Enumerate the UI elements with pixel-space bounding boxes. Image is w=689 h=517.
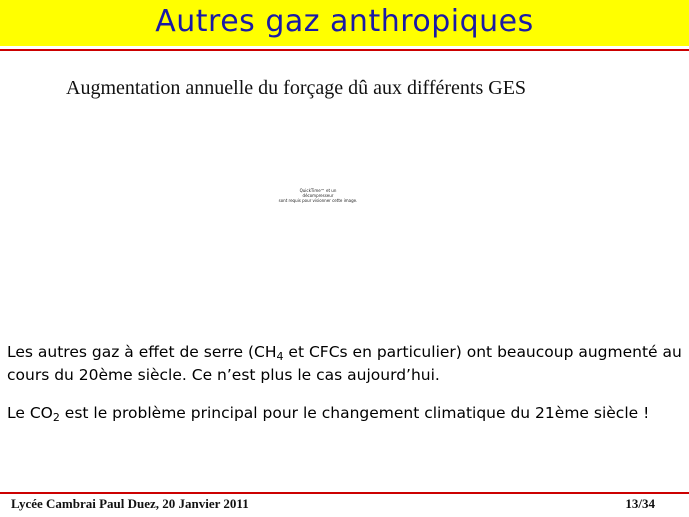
footer-divider bbox=[0, 492, 689, 494]
ch4-subscript: 4 bbox=[276, 350, 284, 363]
co2-subscript: 2 bbox=[52, 411, 60, 424]
page-number: 13/34 bbox=[625, 496, 655, 511]
slide-title: Autres gaz anthropiques bbox=[155, 4, 534, 39]
paragraph-co2-part2: est le problème principal pour le changement climatique du 21ème siècle ! bbox=[59, 404, 650, 422]
title-bar bbox=[0, 0, 689, 46]
body-text bbox=[7, 341, 683, 425]
placeholder-line-2: décompresseur bbox=[302, 193, 334, 198]
missing-image-placeholder bbox=[264, 188, 372, 203]
title-divider bbox=[0, 49, 689, 51]
placeholder-line-1: QuickTime™ et un bbox=[299, 188, 337, 193]
slide-subtitle: Augmentation annuelle du forçage dû aux différents GES bbox=[66, 77, 527, 99]
paragraph-ghg-part2: et CFCs en particulier) ont beaucoup augmenté au cours du 20ème siècle. Ce n’est plus le cas aujourd’hui. bbox=[7, 343, 682, 384]
paragraph-co2 bbox=[7, 402, 683, 425]
paragraph-co2-part1: Le CO bbox=[7, 404, 53, 422]
placeholder-line-3: sont requis pour visionner cette image. bbox=[278, 198, 358, 203]
paragraph-ghg bbox=[7, 341, 683, 387]
paragraph-ghg-part1: Les autres gaz à effet de serre (CH bbox=[7, 343, 277, 361]
footer-school-date: Lycée Cambrai Paul Duez, 20 Janvier 2011 bbox=[11, 496, 249, 511]
